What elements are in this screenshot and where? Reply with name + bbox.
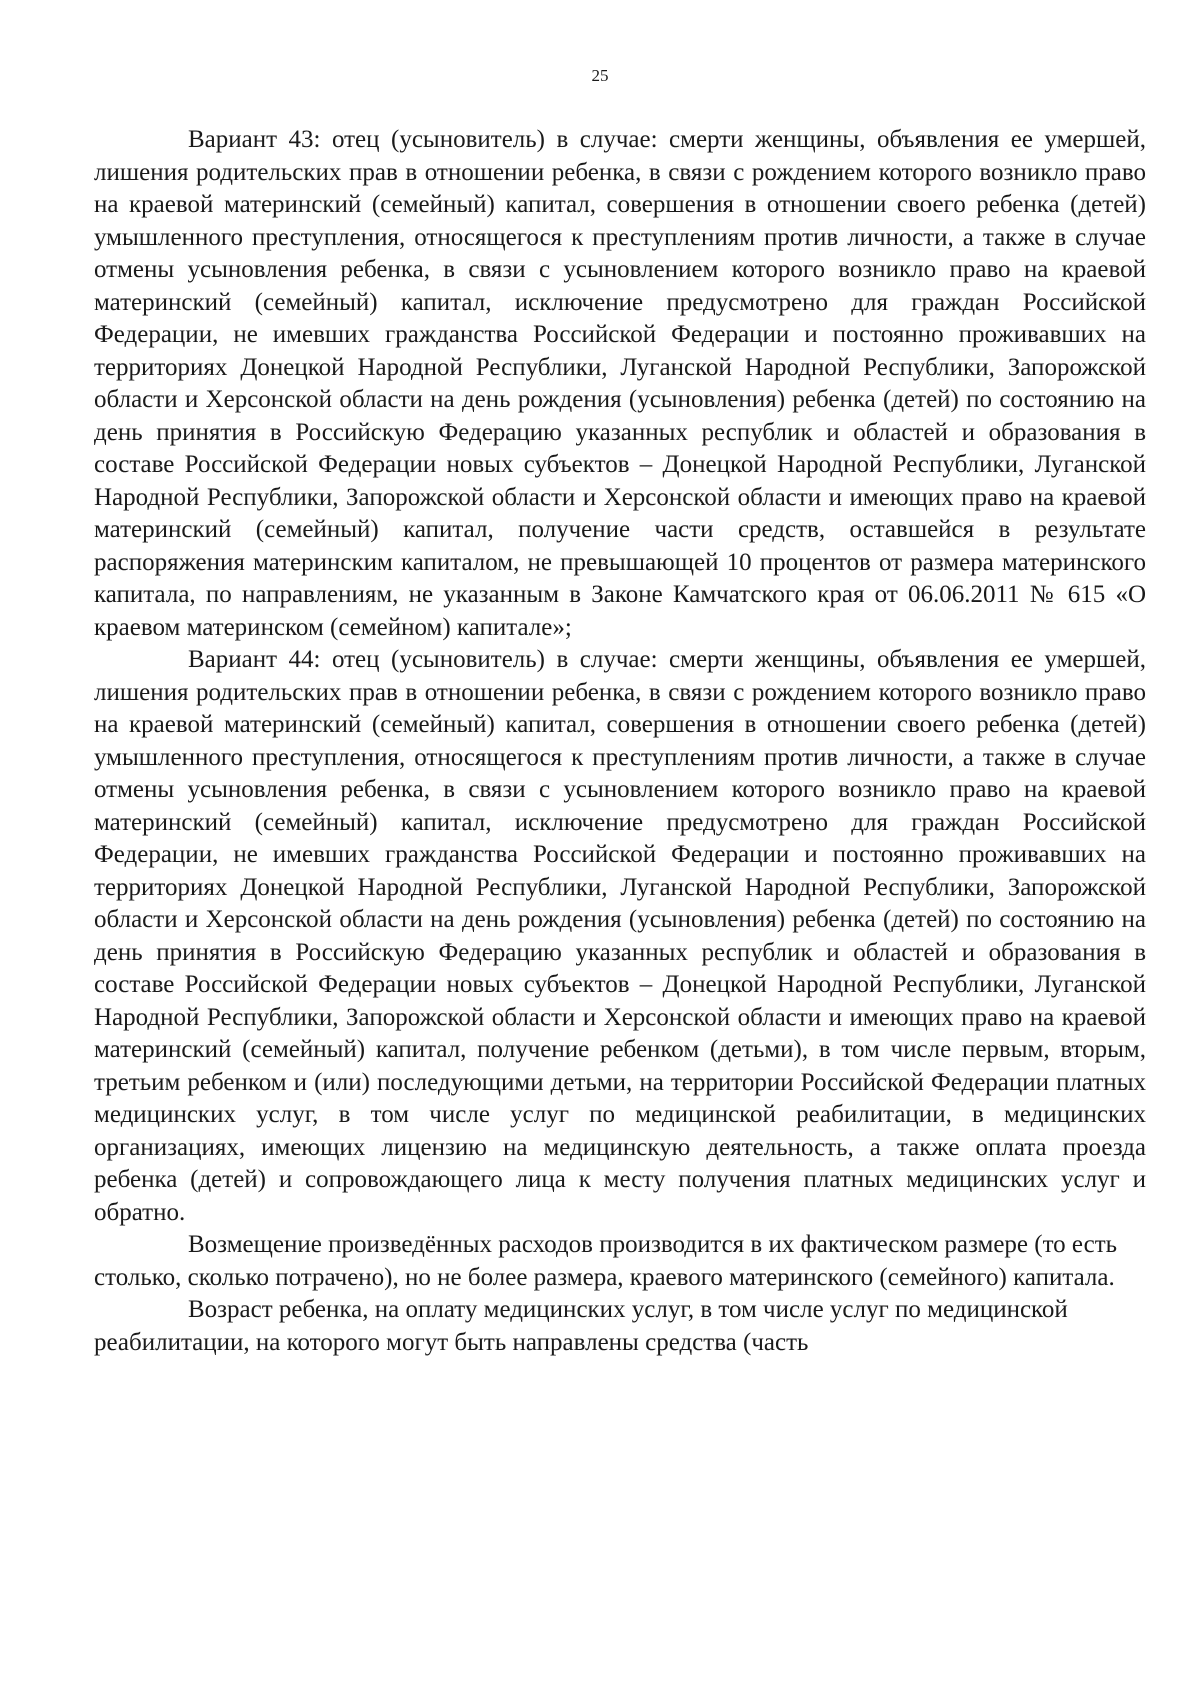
paragraph-variant-44: Вариант 44: отец (усыновитель) в случае: смерти женщины, объявления ее умершей, лишения родительских прав в отношении ребенка, в связи с рождением которого возникло право на краевой материнский (семейный) капитал, совершения в отношении своего ребенка (детей) умышленного преступления, относящегося к преступлениям против личности, а также в случае отмены усыновления ребенка, в связи с усыновлением которого возникло право на краевой материнский (семейный) капитал, исключение предусмотрено для граждан Российской Федерации, не имевших гражданства Российской Федерации и постоянно проживавших на территориях Донецкой Народной Республики, Луганской Народной Республики, Запорожской области и Херсонской области на день рождения (усыновления) ребенка (детей) по состоянию на день принятия в Российскую Федерацию указанных республик и областей и образования в составе Российской Федерации новых субъектов – Донецкой Народной Республики, Луганской Народной Республики, Запорожской области и Херсонской области и имеющих право на краевой материнский (семейный) капитал, получение ребенком (детьми), в том числе первым, вторым, третьим ребенком и (или) последующими детьми, на территории Российской Федерации платных медицинских услуг, в том числе услуг по медицинской реабилитации, в медицинских организациях, имеющих лицензию на медицинскую деятельность, а также оплата проезда ребенка (детей) и сопровождающего лица к месту получения платных медицинских услуг и обратно.: [94, 646, 1146, 1226]
document-body: [94, 124, 1146, 1359]
paragraph-child-age: Возраст ребенка, на оплату медицинских услуг, в том числе услуг по медицинской реабилитации, на которого могут быть направлены средства (часть: [94, 1296, 1068, 1356]
page-number: 25: [591, 66, 609, 85]
paragraph-reimbursement: Возмещение произведённых расходов производится в их фактическом размере (то есть столько, сколько потрачено), но не более размера, краевого материнского (семейного) капитала.: [94, 1231, 1118, 1291]
paragraph-variant-43: Вариант 43: отец (усыновитель) в случае: смерти женщины, объявления ее умершей, лишения родительских прав в отношении ребенка, в связи с рождением которого возникло право на краевой материнский (семейный) капитал, совершения в отношении своего ребенка (детей) умышленного преступления, относящегося к преступлениям против личности, а также в случае отмены усыновления ребенка, в связи с усыновлением которого возникло право на краевой материнский (семейный) капитал, исключение предусмотрено для граждан Российской Федерации, не имевших гражданства Российской Федерации и постоянно проживавших на территориях Донецкой Народной Республики, Луганской Народной Республики, Запорожской области и Херсонской области на день рождения (усыновления) ребенка (детей) по состоянию на день принятия в Российскую Федерацию указанных республик и областей и образования в составе Российской Федерации новых субъектов – Донецкой Народной Республики, Луганской Народной Республики, Запорожской области и Херсонской области и имеющих право на краевой материнский (семейный) капитал, получение части средств, оставшейся в результате распоряжения материнским капиталом, не превышающей 10 процентов от размера материнского капитала, по направлениям, не указанным в Законе Камчатского края от 06.06.2011 № 615 «О краевом материнском (семейном) капитале»;: [94, 126, 1146, 641]
